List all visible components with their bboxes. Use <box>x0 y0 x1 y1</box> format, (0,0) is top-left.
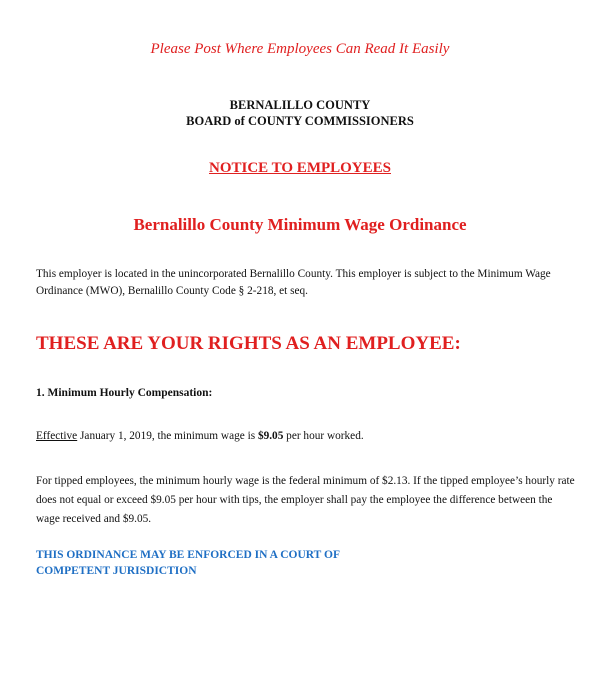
intro-paragraph: This employer is located in the unincorporated Bernalillo County. This employer is subject to the Minimum Wage Ordinance (MWO), Bernalillo County Code § 2-218, et seq. <box>36 268 551 297</box>
wage-suffix: per hour worked. <box>283 430 364 442</box>
notice-title: NOTICE TO EMPLOYEES <box>209 160 391 176</box>
enforcement-line-1: THIS ORDINANCE MAY BE ENFORCED IN A COURT OF <box>36 549 340 561</box>
board-name: BOARD of COUNTY COMMISSIONERS <box>186 114 414 128</box>
enforcement-notice <box>36 547 340 579</box>
section-heading-minimum-compensation: 1. Minimum Hourly Compensation: <box>36 387 213 399</box>
post-instruction: Please Post Where Employees Can Read It Easily <box>150 41 450 57</box>
effective-label: Effective <box>36 430 78 442</box>
tipped-employees-paragraph: For tipped employees, the minimum hourly wage is the federal minimum of $2.13. If the tipped employee’s hourly rate does not equal or exceed $9.05 per hour with tips, the employer shall pay the employee the difference between the wage received and $9.05. <box>36 475 575 525</box>
effective-date-text: January 1, 2019, the minimum wage is <box>77 430 258 442</box>
rights-heading: THESE ARE YOUR RIGHTS AS AN EMPLOYEE: <box>36 333 461 354</box>
county-header <box>0 97 600 129</box>
ordinance-title: Bernalillo County Minimum Wage Ordinance <box>133 215 467 234</box>
enforcement-line-2: COMPETENT JURISDICTION <box>36 565 197 577</box>
county-name: BERNALILLO COUNTY <box>229 98 371 112</box>
effective-wage-line <box>36 430 364 442</box>
minimum-wage-value: $9.05 <box>257 430 284 442</box>
